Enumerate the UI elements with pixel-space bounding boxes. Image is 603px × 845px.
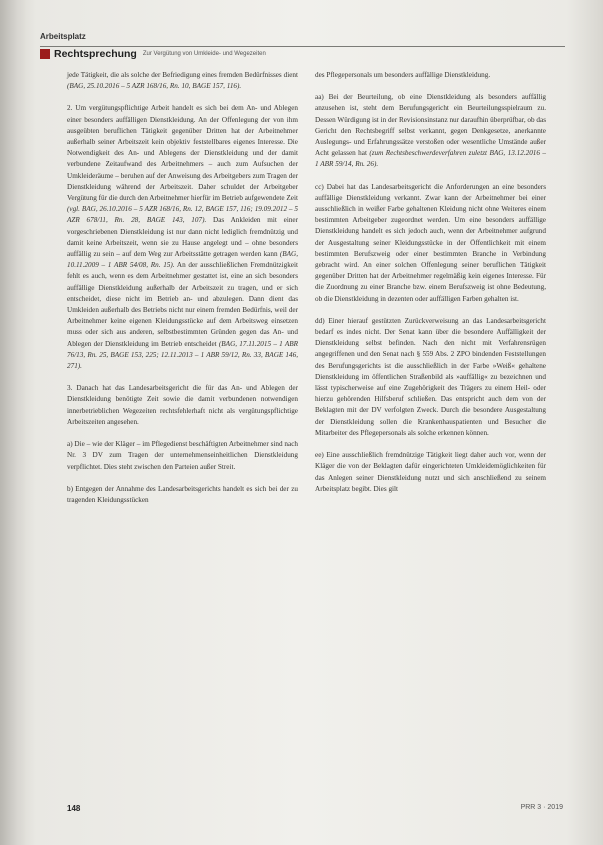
page-header [40,47,266,60]
section-label: Arbeitsplatz [40,32,86,41]
paragraph: aa) Bei der Beurteilung, ob eine Dienstkleidung als besonders auffällig anzusehen ist, steht dem Berufungsgericht ein Beurteilungsspielraum zu. Dessen Würdigung ist in der Revisionsinstanz nur daraufhin überprüfbar, ob das Gericht den Rechtsbegriff selbst verkannt, gegen Denkgesetze, anerkannte Auslegungs- und Erfahrungssätze verstoßen oder wesentliche Umstände außer Acht gelassen hat (zum Rechtsbeschwerdeverfahren zuletzt BAG, 13.12.2016 – 1 ABR 59/14, Rn. 26). [315,93,546,169]
header-marker-icon [40,49,50,59]
page-binding-shadow [0,0,26,845]
paragraph: ee) Eine ausschließlich fremdnützige Tätigkeit liegt daher auch vor, wenn der Kläger die von der Beklagten dafür eingerichteten Umkleidemöglichkeiten für das Anlegen seiner Dienstkleidung nutzt und sich anschließend zu seinem Arbeitsplatz begibt. Dies gilt [315,451,546,493]
paragraph: b) Entgegen der Annahme des Landesarbeitsgerichts handelt es sich bei der zu tragenden Kleidungsstücken [67,484,298,504]
left-column [67,70,298,517]
paragraph: cc) Dabei hat das Landesarbeitsgericht die Anforderungen an eine besonders auffällige Dienstkleidung verkannt. Zwar kann der Arbeitnehmer bei einer ausschließlich in weißer Farbe gehaltenen Kleidung nicht ohne Weiteres einem bestimmten Arbeitgeber zugeordnet werden. Um eine besonders auffällige Dienstkleidung handelt es sich jedoch auch, wenn der Arbeitnehmer aufgrund der Ausgestaltung seiner Kleidungsstücke in der Öffentlichkeit mit einem bestimmten Berufszweig oder einer bestimmten Branche in Verbindung gebracht wird. An einer solchen Offenlegung seiner beruflichen Tätigkeit gegenüber Dritten hat der Arbeitnehmer regelmäßig kein eigenes Interesse. Für die Zuordnung zu einer Branche bzw. einem Berufszweig ist ohne Bedeutung, ob die Dienstkleidung in dezenten oder auffälligen Farben gehalten ist. [315,182,546,303]
page-title: Rechtsprechung [54,47,137,60]
paragraph: 2. Um vergütungspflichtige Arbeit handelt es sich bei dem An- und Ablegen einer besonders auffälligen Dienstkleidung. An der Offenlegung der von ihm ausgeübten beruflichen Tätigkeit gegenüber Dritten hat der Arbeitnehmer außerhalb seiner Arbeitszeit kein objektiv feststellbares eigenes Interesse. Die Notwendigkeit des An- und Ablegens der Dienstkleidung und der damit verbundene Zeitaufwand des Arbeitnehmers – auch zum Aufsuchen der Umkleideräume – beruhen auf der Anweisung des Arbeitgebers zum Tragen der Dienstkleidung während der Arbeitszeit. Daher schuldet der Arbeitgeber Vergütung für die durch den Arbeitnehmer hierfür im Betrieb aufgewendete Zeit (vgl. BAG, 26.10.2016 – 5 AZR 168/16, Rn. 12, BAGE 157, 116; 19.09.2012 – 5 AZR 678/11, Rn. 28, BAGE 143, 107). Das Ankleiden mit einer vorgeschriebenen Dienstkleidung ist nur dann nicht lediglich fremdnützig und damit keine Arbeitszeit, wenn sie zu Hause angelegt und – ohne besonders auffällig zu sein – auf dem Weg zur Arbeitsstätte getragen werden kann (BAG, 10.11.2009 – 1 ABR 54/08, Rn. 15). An der ausschließlichen Fremdnützigkeit fehlt es auch, wenn es dem Arbeitnehmer gestattet ist, eine an sich besonders auffällige Dienstkleidung außerhalb der Arbeitszeit zu tragen, und er sich entscheidet, diese nicht im Betrieb an- und abzulegen. Dann dient das Umkleiden außerhalb des Betriebs nicht nur einem fremden Bedürfnis, weil der Arbeitnehmer keine eigenen Kleidungsstücke auf dem Arbeitsweg einsetzen muss oder sich aus anderen, selbstbestimmten Gründen gegen das An- und Ablegen der Dienstkleidung im Betrieb entscheidet (BAG, 17.11.2015 – 1 ABR 76/13, Rn. 25, BAGE 153, 225; 12.11.2013 – 1 ABR 59/12, Rn. 33, BAGE 146, 271). [67,104,299,371]
paragraph: des Pflegepersonals um besonders auffällige Dienstkleidung. [315,71,491,79]
right-column [315,70,546,506]
journal-issue: PRR 3 · 2019 [520,804,563,811]
paragraph: 3. Danach hat das Landesarbeitsgericht die für das An- und Ablegen der Dienstkleidung benötigte Zeit sowie die damit verbundenen notwendigen innerbetrieblichen Wegezeiten rechtsfehlerhaft nicht als vergütungspflichtige Arbeitszeiten angesehen. [67,384,298,426]
page-number: 148 [67,804,81,813]
paragraph: dd) Einer hierauf gestützten Zurückverweisung an das Landesarbeitsgericht bedarf es indes nicht. Der Senat kann über die besondere Auffälligkeit der Dienstkleidung selbst befinden. Nach den nicht mit Verfahrensrügen angegriffenen und den Senat nach § 559 Abs. 2 ZPO bindenden Feststellungen des Berufungsgerichts ist die ausschließlich in der Farbe »Weiß« gehaltene Dienstkleidung im öffentlichen Straßenbild als »auffällig« zu bezeichnen und lässt typischerweise auf eine Zugehörigkeit des Trägers zu einem Heil- oder hierzu gehörenden Hilfsberuf schließen. Das entspricht auch dem von der Beklagten mit der DV verfolgten Zweck. Durch die besondere Ausgestaltung der Dienstkleidung sollen die Krankenhauspatienten und Besucher die Mitarbeiter des Pflegepersonals als solche erkennen können. [315,316,546,437]
paragraph: jede Tätigkeit, die als solche der Befriedigung eines fremden Bedürfnisses dient (BAG, 25.10.2016 – 5 AZR 168/16, Rn. 10, BAGE 157, 116). [67,71,298,91]
paragraph: a) Die – wie der Kläger – im Pflegedienst beschäftigten Arbeitnehmer sind nach Nr. 3 DV zum Tragen der unternehmenseinheitlichen Dienstkleidung verpflichtet. Dies steht zwischen den Parteien außer Streit. [67,440,298,471]
page-subtitle: Zur Vergütung von Umkleide- und Wegezeiten [142,50,266,57]
